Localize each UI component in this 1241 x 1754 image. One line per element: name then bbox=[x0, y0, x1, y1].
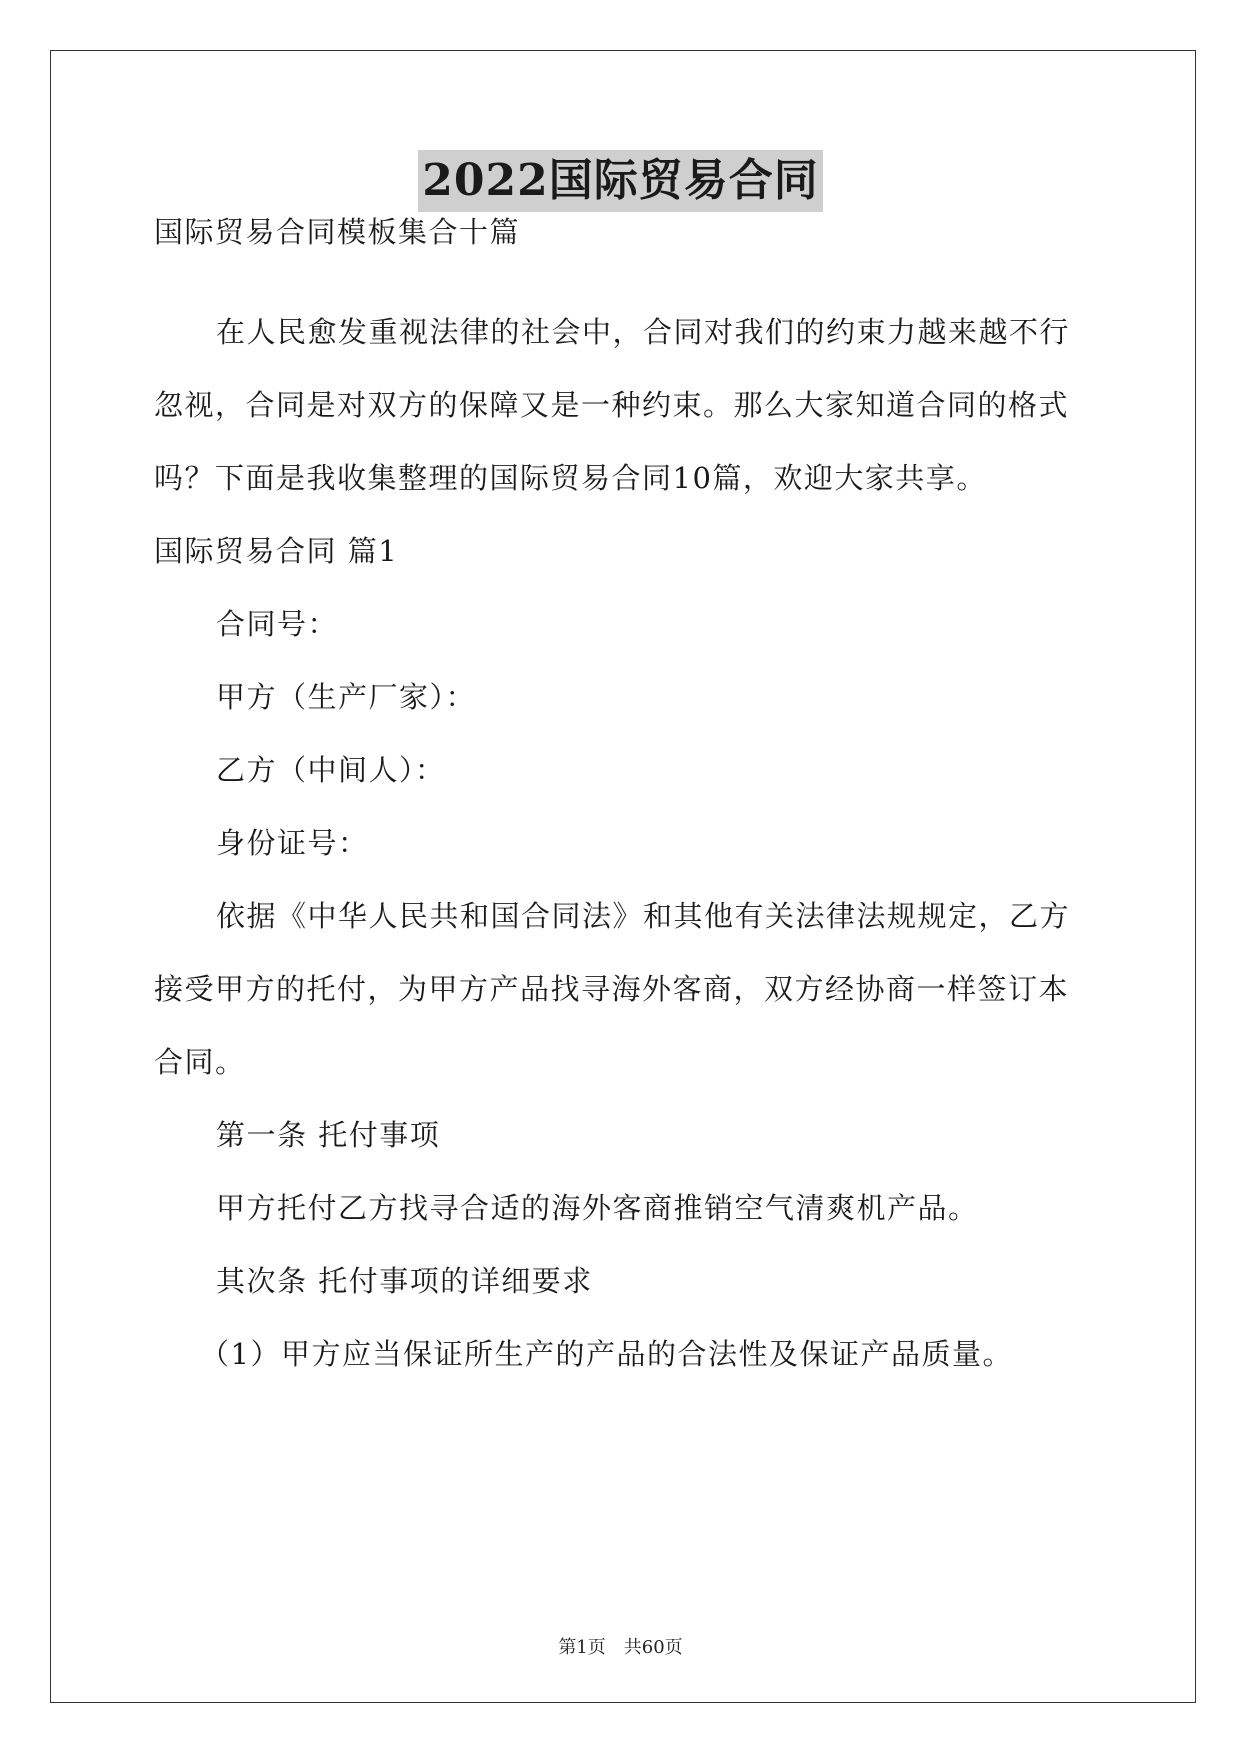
article-2-heading: 其次条 托付事项的详细要求 bbox=[216, 1264, 593, 1298]
id-number-field: 身份证号： bbox=[216, 826, 369, 860]
intro-line-3: 吗？下面是我收集整理的国际贸易合同10篇，欢迎大家共享。 bbox=[154, 461, 987, 495]
page-border bbox=[50, 50, 1196, 1703]
article-2-item-1: （1）甲方应当保证所生产的产品的合法性及保证产品质量。 bbox=[200, 1337, 1013, 1371]
basis-line-1: 依据《中华人民共和国合同法》和其他有关法律法规规定，乙方 bbox=[216, 899, 1071, 933]
party-b-field: 乙方（中间人）： bbox=[216, 753, 446, 787]
basis-line-3: 合同。 bbox=[154, 1045, 246, 1079]
document-title: 2022国际贸易合同 bbox=[418, 150, 822, 212]
document-subtitle: 国际贸易合同模板集合十篇 bbox=[154, 215, 521, 249]
page-footer: 第1页 共60页 bbox=[558, 1637, 683, 1658]
intro-line-1: 在人民愈发重视法律的社会中，合同对我们的约束力越来越不行 bbox=[216, 315, 1071, 349]
contract-number-field: 合同号： bbox=[216, 607, 339, 641]
title-container bbox=[0, 150, 1241, 212]
section-heading: 国际贸易合同 篇1 bbox=[154, 534, 399, 568]
article-1-heading: 第一条 托付事项 bbox=[216, 1118, 441, 1152]
party-a-field: 甲方（生产厂家）： bbox=[216, 680, 477, 714]
intro-line-2: 忽视，合同是对双方的保障又是一种约束。那么大家知道合同的格式 bbox=[154, 388, 1070, 422]
basis-line-2: 接受甲方的托付，为甲方产品找寻海外客商，双方经协商一样签订本 bbox=[154, 972, 1070, 1006]
article-1-body: 甲方托付乙方找寻合适的海外客商推销空气清爽机产品。 bbox=[216, 1191, 979, 1225]
